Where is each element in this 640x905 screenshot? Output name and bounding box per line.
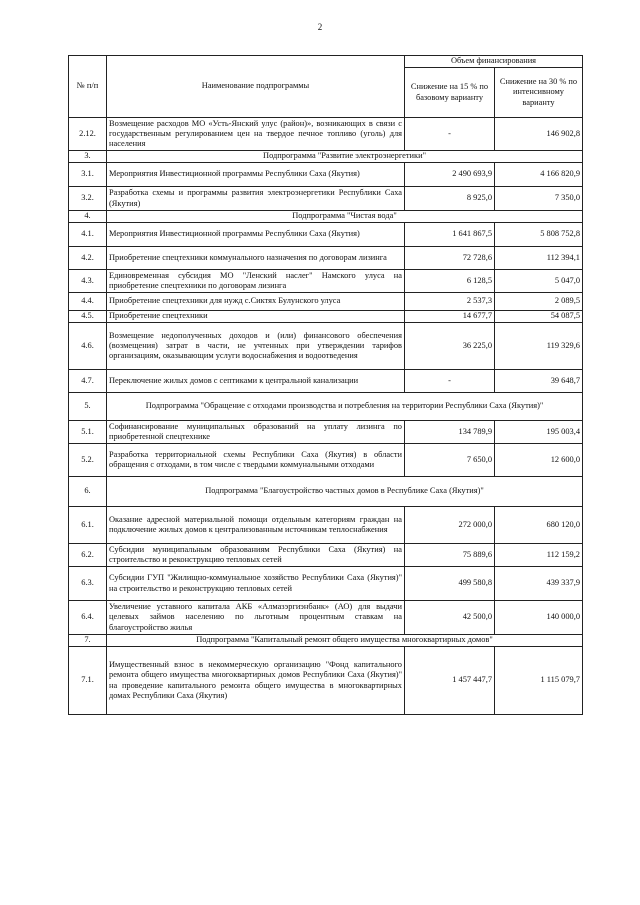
table-row (69, 223, 583, 247)
row-base-value: 7 650,0 (405, 444, 495, 477)
row-number: 5.1. (69, 421, 107, 444)
row-base-value: 36 225,0 (405, 323, 495, 370)
row-base-value: 42 500,0 (405, 601, 495, 635)
row-name: Приобретение спецтехники для нужд с.Сиктях Булунского улуса (107, 293, 405, 311)
row-number: 7.1. (69, 647, 107, 715)
row-intensive-value: 2 089,5 (495, 293, 583, 311)
table-row (69, 118, 583, 151)
row-name: Имущественный взнос в некоммерческую организацию "Фонд капитального ремонта общего имущества многоквартирных домов Республики Саха (Якутия)" на проведение капитального ремонта общего имущества в многоквартирных домах Республики Саха (Якутия) (107, 647, 405, 715)
row-intensive-value: 140 000,0 (495, 601, 583, 635)
row-base-value: 1 457 447,7 (405, 647, 495, 715)
table-row (69, 601, 583, 635)
row-intensive-value: 680 120,0 (495, 507, 583, 544)
funding-table (68, 55, 583, 715)
section-row (69, 151, 583, 163)
row-number: 4.2. (69, 247, 107, 270)
row-name: Увеличение уставного капитала АКБ «Алмазэргиэнбанк» (АО) для выдачи целевых займов населению по льготным процентным ставкам на благоустройство жилья (107, 601, 405, 635)
row-name: Разработка схемы и программы развития электроэнергетики Республики Саха (Якутия) (107, 187, 405, 211)
row-name: Единовременная субсидия МО "Ленский наслег" Намского улуса на приобретение спецтехники по договорам лизинга (107, 270, 405, 293)
row-name: Оказание адресной материальной помощи отдельным категориям граждан на подключение жилых домов к централизованным источникам теплоснабжения (107, 507, 405, 544)
row-number: 4.5. (69, 311, 107, 323)
row-base-value: 6 128,5 (405, 270, 495, 293)
section-row (69, 635, 583, 647)
row-base-value: 75 889,6 (405, 544, 495, 567)
row-intensive-value: 7 350,0 (495, 187, 583, 211)
row-base-value: 1 641 867,5 (405, 223, 495, 247)
row-intensive-value: 112 394,1 (495, 247, 583, 270)
table-row (69, 370, 583, 393)
row-number: 3.1. (69, 163, 107, 187)
section-row (69, 477, 583, 507)
section-title: Подпрограмма "Развитие электроэнергетики" (107, 151, 583, 163)
header-num: № п/п (69, 56, 107, 118)
row-name: Софинансирование муниципальных образований на уплату лизинга по приобретенной спецтехнике (107, 421, 405, 444)
table-row (69, 163, 583, 187)
row-number: 4.7. (69, 370, 107, 393)
table-row (69, 311, 583, 323)
row-intensive-value: 119 329,6 (495, 323, 583, 370)
row-intensive-value: 5 808 752,8 (495, 223, 583, 247)
header-base: Снижение на 15 % по базовому варианту (405, 68, 495, 118)
row-intensive-value: 5 047,0 (495, 270, 583, 293)
section-row (69, 211, 583, 223)
row-name: Мероприятия Инвестиционной программы Республики Саха (Якутия) (107, 163, 405, 187)
row-number: 6.1. (69, 507, 107, 544)
table-row (69, 444, 583, 477)
row-intensive-value: 195 003,4 (495, 421, 583, 444)
section-title: Подпрограмма "Чистая вода" (107, 211, 583, 223)
header-funding: Объем финансирования (405, 56, 583, 68)
row-base-value: - (405, 370, 495, 393)
row-base-value: 2 537,3 (405, 293, 495, 311)
row-number: 6.4. (69, 601, 107, 635)
header-intensive: Снижение на 30 % по интенсивному варианту (495, 68, 583, 118)
row-number: 3.2. (69, 187, 107, 211)
row-intensive-value: 54 087,5 (495, 311, 583, 323)
row-name: Приобретение спецтехники коммунального назначения по договорам лизинга (107, 247, 405, 270)
section-row (69, 393, 583, 421)
table-row (69, 187, 583, 211)
row-number: 6. (69, 477, 107, 507)
row-base-value: 272 000,0 (405, 507, 495, 544)
section-title: Подпрограмма "Обращение с отходами производства и потребления на территории Республики Саха (Якутия)" (107, 393, 583, 421)
row-number: 5.2. (69, 444, 107, 477)
header-row-top (69, 56, 583, 68)
section-title: Подпрограмма "Благоустройство частных домов в Республике Саха (Якутия)" (107, 477, 583, 507)
row-number: 6.3. (69, 567, 107, 601)
row-name: Субсидии ГУП "Жилищно-коммунальное хозяйство Республики Саха (Якутия)" на строительство и реконструкцию тепловых сетей (107, 567, 405, 601)
header-name: Наименование подпрограммы (107, 56, 405, 118)
row-base-value: 499 580,8 (405, 567, 495, 601)
row-intensive-value: 439 337,9 (495, 567, 583, 601)
row-number: 2.12. (69, 118, 107, 151)
section-title: Подпрограмма "Капитальный ремонт общего имущества многоквартирных домов" (107, 635, 583, 647)
row-base-value: 2 490 693,9 (405, 163, 495, 187)
row-intensive-value: 39 648,7 (495, 370, 583, 393)
row-number: 4.1. (69, 223, 107, 247)
row-name: Приобретение спецтехники (107, 311, 405, 323)
row-base-value: 72 728,6 (405, 247, 495, 270)
table-row (69, 421, 583, 444)
row-base-value: 14 677,7 (405, 311, 495, 323)
row-number: 6.2. (69, 544, 107, 567)
table-row (69, 507, 583, 544)
row-name: Субсидии муниципальным образованиям Республики Саха (Якутия) на строительство и реконструкцию тепловых сетей (107, 544, 405, 567)
table-row (69, 270, 583, 293)
row-base-value: 8 925,0 (405, 187, 495, 211)
row-intensive-value: 12 600,0 (495, 444, 583, 477)
row-number: 3. (69, 151, 107, 163)
row-name: Возмещение недополученных доходов и (или) финансового обеспечения (возмещения) затрат в части, не учтенных при утверждении тарифов организациям, оказывающим услуги водоснабжения и водоотведения (107, 323, 405, 370)
row-base-value: 134 789,9 (405, 421, 495, 444)
row-number: 4.4. (69, 293, 107, 311)
page-number: 2 (317, 22, 323, 32)
row-intensive-value: 146 902,8 (495, 118, 583, 151)
row-intensive-value: 112 159,2 (495, 544, 583, 567)
row-number: 4. (69, 211, 107, 223)
row-number: 4.3. (69, 270, 107, 293)
row-name: Мероприятия Инвестиционной программы Республики Саха (Якутия) (107, 223, 405, 247)
row-name: Переключение жилых домов с септиками к центральной канализации (107, 370, 405, 393)
table-row (69, 293, 583, 311)
row-number: 7. (69, 635, 107, 647)
table-row (69, 323, 583, 370)
table-row (69, 567, 583, 601)
table-row (69, 647, 583, 715)
row-base-value: - (405, 118, 495, 151)
row-name: Возмещение расходов МО «Усть-Янский улус (район)», возникающих в связи с государственным регулированием цен на твердое печное топливо (уголь) для населения (107, 118, 405, 151)
row-number: 5. (69, 393, 107, 421)
row-name: Разработка территориальной схемы Республики Саха (Якутия) в области обращения с отходами, в том числе с твердыми коммунальными отходами (107, 444, 405, 477)
row-intensive-value: 1 115 079,7 (495, 647, 583, 715)
row-intensive-value: 4 166 820,9 (495, 163, 583, 187)
table-row (69, 544, 583, 567)
row-number: 4.6. (69, 323, 107, 370)
table-row (69, 247, 583, 270)
